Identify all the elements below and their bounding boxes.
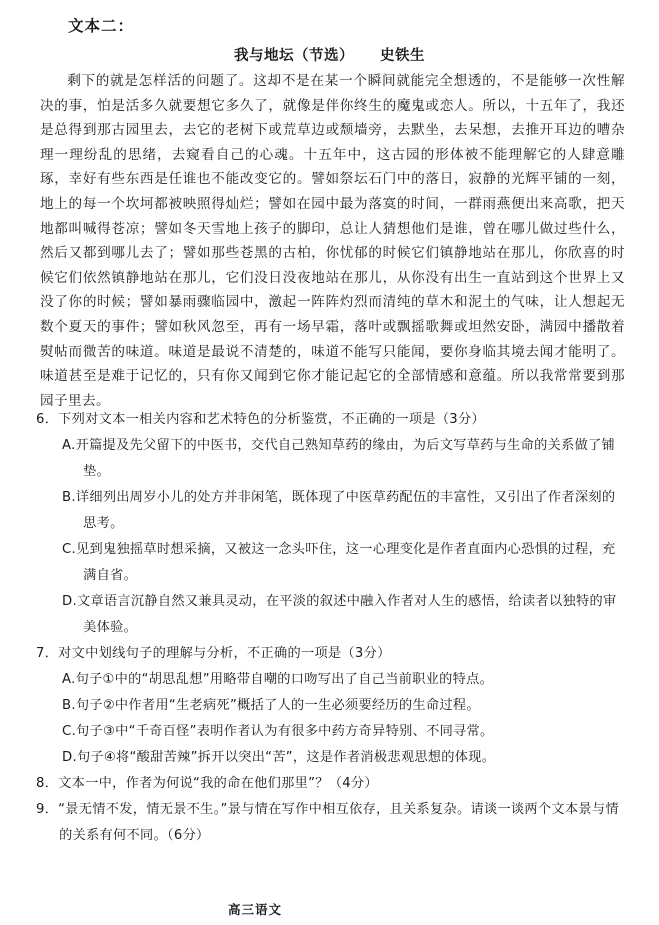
question-7 <box>36 641 628 771</box>
question-7-stem: 7．对文中划线句子的理解与分析，不正确的一项是（3分） <box>36 646 391 661</box>
question-7-option-d: D.句子④将“酸甜苦辣”拆开以突出“苦”，这是作者消极悲观思想的体现。 <box>62 750 496 765</box>
passage-author: 史铁生 <box>380 48 425 64</box>
passage-title: 我与地坛（节选） <box>234 48 354 64</box>
question-7-option-b: B.句子②中作者用“生老病死”概括了人的一生必须要经历的生命过程。 <box>62 698 480 713</box>
question-8-stem: 8．文本一中，作者为何说“我的命在他们那里”？（4分） <box>36 776 378 791</box>
page-footer: 高三语文 <box>228 902 283 917</box>
question-7-option-c: C.句子③中“千奇百怪”表明作者认为有很多中药方奇异特别、不同寻常。 <box>62 724 494 739</box>
question-6-option-d: D.文章语言沉静自然又兼具灵动，在平淡的叙述中融入作者对人生的感悟，给读者以独特的审美体验。 <box>62 594 617 635</box>
question-6-option-b: B.详细列出周岁小儿的处方并非闲笔，既体现了中医草药配伍的丰富性，又引出了作者深刻的思考。 <box>62 490 616 531</box>
question-9-stem: 9．“景无情不发，情无景不生。”景与情在写作中相互依存，且关系复杂。请谈一谈两个文本景与情的关系有何不同。（6分） <box>36 802 619 843</box>
passage-title-line <box>0 44 659 65</box>
question-6-option-a: A.开篇提及先父留下的中医书，交代自己熟知草药的缘由，为后文写草药与生命的关系做了铺垫。 <box>62 438 616 479</box>
footer-fade <box>290 895 330 917</box>
question-9 <box>36 797 628 849</box>
question-6-stem: 6．下列对文本一相关内容和艺术特色的分析鉴赏，不正确的一项是（3分） <box>36 412 485 427</box>
question-8 <box>36 771 628 797</box>
questions-section <box>36 407 628 849</box>
question-7-option-a: A.句子①中的“胡思乱想”用略带自嘲的口吻写出了自己当前职业的特点。 <box>62 672 494 687</box>
section-label: 文本二： <box>68 17 135 35</box>
passage-text: 剩下的就是怎样活的问题了。这却不是在某一个瞬间就能完全想透的，不是能够一次性解决的事，怕是活多久就要想它多久了，就像是伴你终生的魔鬼或恋人。所以，十五年了，我还是总得到那古园里去，去它的老树下或荒草边或颓墙旁，去默坐，去呆想，去推开耳边的嘈杂理一理纷乱的思绪，去窥看自己的心魂。十五年中，这古园的形体被不能理解它的人肆意雕琢，幸好有些东西是任谁也不能改变它的。譬如祭坛石门中的落日，寂静的光辉平铺的一刻，地上的每一个坎坷都被映照得灿烂；譬如在园中最为落寞的时间，一群雨燕便出来高歌，把天地都叫喊得苍凉；譬如冬天雪地上孩子的脚印，总让人猜想他们是谁，曾在哪儿做过些什么，然后又都到哪儿去了；譬如那些苍黑的古柏，你忧郁的时候它们镇静地站在那儿，你欣喜的时候它们依然镇静地站在那儿，它们没日没夜地站在那儿，从你没有出生一直站到这个世界上又没了你的时候；譬如暴雨骤临园中，激起一阵阵灼烈而清纯的草木和泥土的气味，让人想起无数个夏天的事件；譬如秋风忽至，再有一场早霜，落叶或飘摇歌舞或坦然安卧，满园中播散着熨帖而微苦的味道。味道是最说不清楚的，味道不能写只能闻，要你身临其境去闻才能明了。味道甚至是难于记忆的，只有你又闻到它你才能记起它的全部情感和意蕴。所以我常常要到那园子里去。 <box>40 73 625 409</box>
question-6 <box>36 407 628 641</box>
question-6-option-c: C.见到鬼独摇草时想采摘，又被这一念头吓住，这一心理变化是作者直面内心恐惧的过程，充满自省。 <box>62 542 616 583</box>
